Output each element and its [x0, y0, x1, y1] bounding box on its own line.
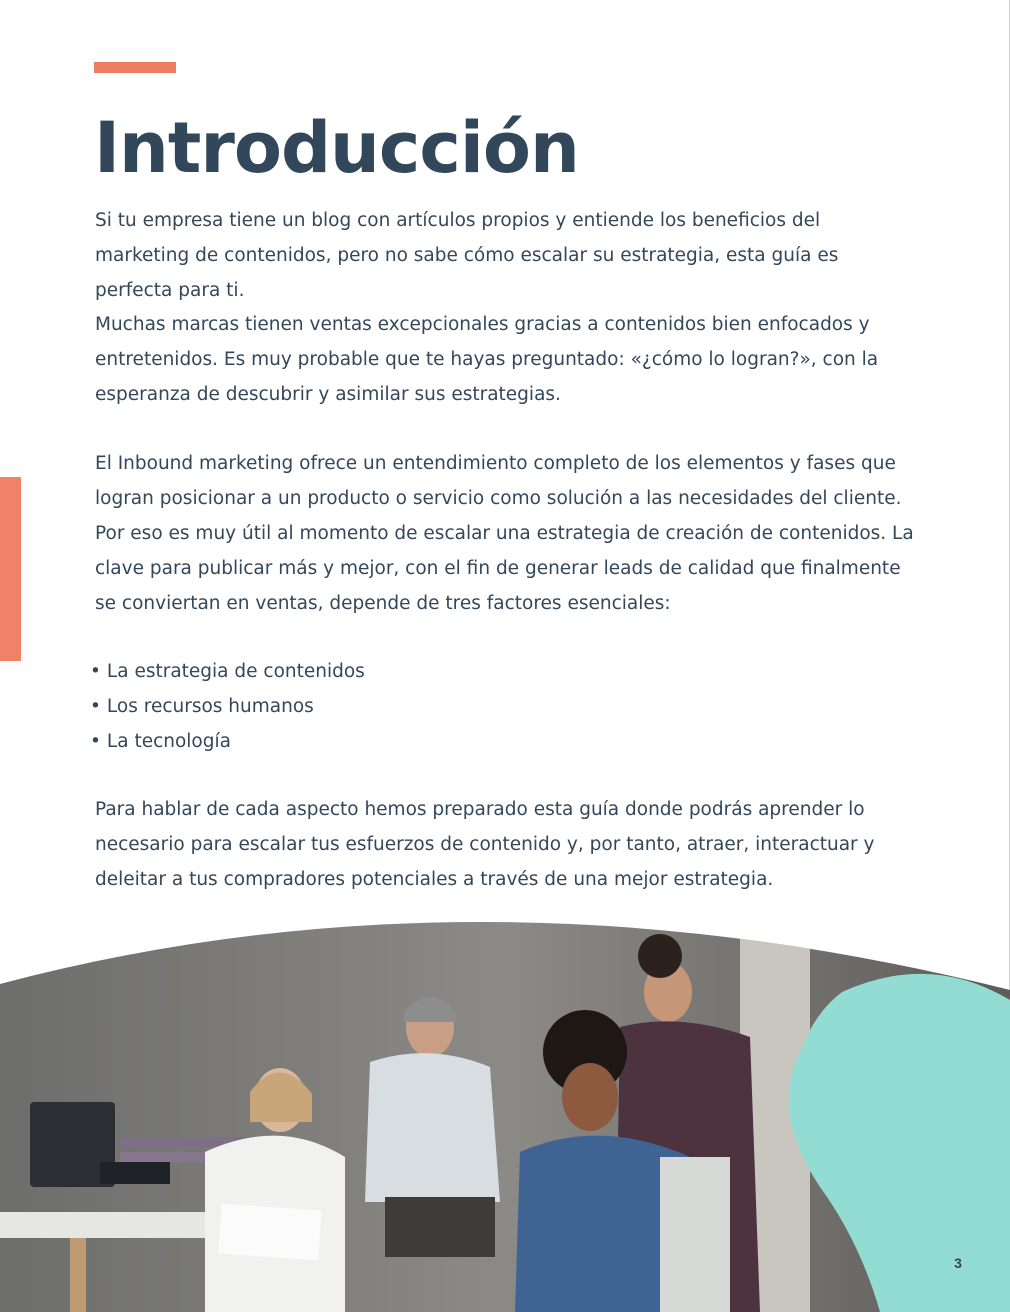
paragraph-4: Para hablar de cada aspecto hemos preparado esta guía donde podrás aprender lo necesario para escalar tus esfuerzos de contenido y, por tanto, atraer, interactuar y deleitar a tus compradores potenciales a través de una mejor estrategia. — [95, 799, 875, 890]
paragraph-1: Si tu empresa tiene un blog con artículos propios y entiende los beneficios del marketing de contenidos, pero no sabe cómo escalar su estrategia, esta guía es perfecta para ti. — [95, 210, 839, 301]
page-title: Introducción — [94, 107, 579, 189]
side-accent-bar — [0, 477, 21, 661]
page-number: 3 — [954, 1255, 962, 1271]
paragraph-2: Muchas marcas tienen ventas excepcionales gracias a contenidos bien enfocados y entretenidos. Es muy probable que te hayas preguntado: «¿cómo lo logran?», con la esperanza de descubrir y asimilar sus estrategias. — [95, 314, 879, 405]
team-photo — [0, 912, 1010, 1312]
list-item: • Los recursos humanos — [90, 689, 365, 724]
paragraph-3: El Inbound marketing ofrece un entendimiento completo de los elementos y fases que logran posicionar a un producto o servicio como solución a las necesidades del cliente. Por eso es muy útil al momento de escalar una estrategia de creación de contenidos. La clave para publicar más y mejor, con el fin de generar leads de calidad que finalmente se conviertan en ventas, depende de tres factores esenciales: — [95, 453, 914, 614]
list-item: • La tecnología — [90, 724, 365, 759]
list-item: • La estrategia de contenidos — [90, 654, 365, 689]
factor-list — [90, 654, 365, 759]
accent-bar — [94, 62, 176, 73]
